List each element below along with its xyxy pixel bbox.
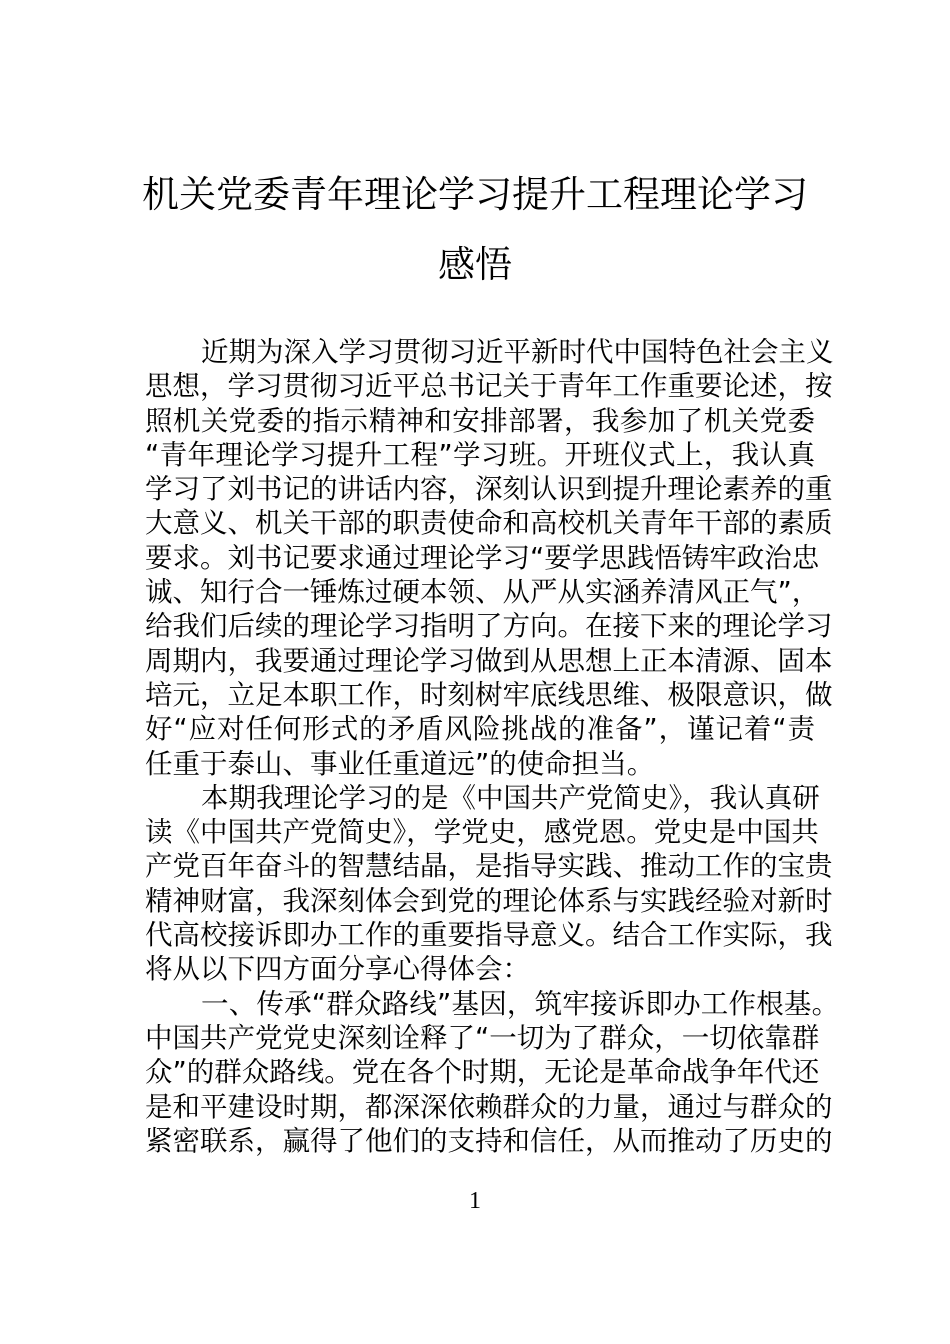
text-line: 代高校接诉即办工作的重要指导意义。结合工作实际，我: [145, 919, 833, 952]
text-line: 任重于泰山、事业任重道远”的使命担当。: [145, 747, 655, 780]
document-title-line-2: 感悟: [438, 243, 512, 286]
text-line: 培元，立足本职工作，时刻树牢底线思维、极限意识，做: [145, 678, 833, 711]
document-body: [145, 335, 840, 1158]
text-line: 众”的群众路线。党在各个时期，无论是革命战争年代还: [145, 1056, 820, 1089]
paragraph: [145, 781, 833, 987]
paragraph: [145, 335, 834, 781]
text-line: 给我们后续的理论学习指明了方向。在接下来的理论学习: [145, 610, 833, 643]
text-line: 近期为深入学习贯彻习近平新时代中国特色社会主义: [201, 336, 834, 368]
text-line: 读《中国共产党简史》，学党史，感党恩。党史是中国共: [145, 816, 819, 849]
text-line: 将从以下四方面分享心得体会：: [145, 953, 530, 986]
document-title-line-1: 机关党委青年理论学习提升工程理论学习: [142, 173, 808, 216]
text-line: 大意义、机关干部的职责使命和高校机关青年干部的素质: [145, 507, 833, 540]
text-line: 要求。刘书记要求通过理论学习“要学思践悟铸牢政治忠: [145, 541, 820, 574]
text-line: 照机关党委的指示精神和安排部署，我参加了机关党委: [145, 404, 815, 437]
text-line: 本期我理论学习的是《中国共产党简史》，我认真研: [201, 781, 820, 814]
text-line: 精神财富，我深刻体会到党的理论体系与实践经验对新时: [145, 884, 833, 917]
section-heading: [145, 987, 840, 1021]
text-line: “青年理论学习提升工程”学习班。开班仪式上，我认真: [145, 438, 815, 471]
text-line: 中国共产党党史深刻诠释了“一切为了群众，一切依靠群: [145, 1021, 820, 1054]
text-line: 诚、知行合一锤炼过硬本领、从严从实涵养清风正气”，: [145, 576, 820, 609]
text-line: 好“应对任何形式的矛盾风险挑战的准备”，谨记着“责: [145, 713, 815, 746]
text-line: 周期内，我要通过理论学习做到从思想上正本清源、固本: [145, 644, 833, 677]
text-line: 学习了刘书记的讲话内容，深刻认识到提升理论素养的重: [145, 473, 833, 506]
text-line: 一、传承“群众路线”基因，筑牢接诉即办工作根基。: [201, 987, 840, 1020]
text-line: 紧密联系，赢得了他们的支持和信任，从而推动了历史的: [145, 1124, 833, 1157]
text-line: 是和平建设时期，都深深依赖群众的力量，通过与群众的: [145, 1090, 833, 1123]
text-line: 思想，学习贯彻习近平总书记关于青年工作重要论述，按: [145, 370, 833, 403]
paragraph: [145, 1021, 833, 1158]
page-number: 1: [469, 1188, 481, 1214]
text-line: 产党百年奋斗的智慧结晶，是指导实践、推动工作的宝贵: [145, 850, 833, 883]
